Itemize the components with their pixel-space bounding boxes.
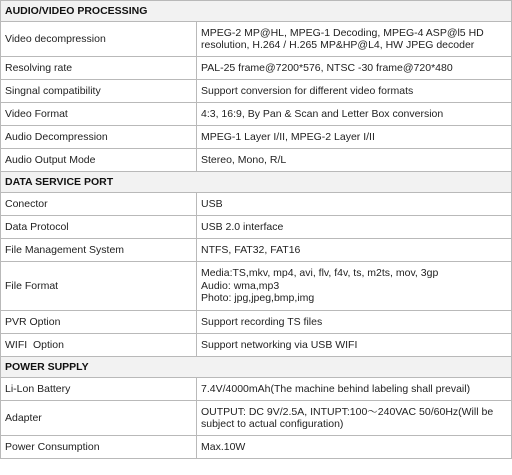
section-header-data-service-port: [1, 172, 512, 193]
spec-row-file-format: [1, 262, 512, 311]
spec-value: 7.4V/4000mAh(The machine behind labeling shall prevail): [197, 378, 512, 401]
spec-row-connector: [1, 193, 512, 216]
spec-value: Stereo, Mono, R/L: [197, 149, 512, 172]
spec-value-line: Photo: jpg,jpeg,bmp,img: [201, 292, 315, 305]
spec-value: Support conversion for different video formats: [197, 80, 512, 103]
spec-row-power-consumption: [1, 436, 512, 459]
section-header-audio-video: [1, 1, 512, 22]
spec-label: Adapter: [1, 401, 197, 436]
spec-label: Data Protocol: [1, 216, 197, 239]
spec-label: Audio Decompression: [1, 126, 197, 149]
spec-value: Max.10W: [197, 436, 512, 459]
spec-value: [197, 22, 512, 57]
spec-label: File Management System: [1, 239, 197, 262]
spec-label: Singnal compatibility: [1, 80, 197, 103]
spec-value-line: resolution, H.264 / H.265 MP&HP@L4, HW JPEG decoder: [201, 39, 475, 51]
section-header-power-supply: [1, 357, 512, 378]
spec-value-line: MPEG-2 MP@HL, MPEG-1 Decoding, MPEG-4 ASP@l5 HD: [201, 26, 484, 39]
spec-label: File Format: [1, 262, 197, 311]
spec-value-line: OUTPUT: DC 9V/2.5A, INTUPT:100～240VAC 50/60Hz(Will be: [201, 405, 494, 418]
section-title: AUDIO/VIDEO PROCESSING: [1, 1, 512, 22]
spec-row-file-management-system: [1, 239, 512, 262]
spec-value: USB 2.0 interface: [197, 216, 512, 239]
spec-value-line: Media:TS,mkv, mp4, avi, flv, f4v, ts, m2ts, mov, 3gp: [201, 267, 439, 280]
spec-value: [197, 262, 512, 311]
spec-label: Video Format: [1, 103, 197, 126]
spec-row-data-protocol: [1, 216, 512, 239]
spec-label: Resolving rate: [1, 57, 197, 80]
spec-row-resolving-rate: [1, 57, 512, 80]
spec-value: [197, 401, 512, 436]
spec-label: Li-Lon Battery: [1, 378, 197, 401]
spec-label: Conector: [1, 193, 197, 216]
spec-row-signal-compatibility: [1, 80, 512, 103]
spec-label: Audio Output Mode: [1, 149, 197, 172]
spec-row-battery: [1, 378, 512, 401]
spec-row-pvr-option: [1, 311, 512, 334]
spec-value: MPEG-1 Layer I/II, MPEG-2 Layer I/II: [197, 126, 512, 149]
spec-label: Power Consumption: [1, 436, 197, 459]
spec-value-line: Audio: wma,mp3: [201, 279, 280, 292]
spec-value: NTFS, FAT32, FAT16: [197, 239, 512, 262]
spec-row-adapter: [1, 401, 512, 436]
spec-label: WIFI Option: [1, 334, 197, 357]
spec-value-line: subject to actual configuration): [201, 418, 344, 430]
spec-row-audio-output-mode: [1, 149, 512, 172]
spec-row-wifi-option: [1, 334, 512, 357]
section-title: DATA SERVICE PORT: [1, 172, 512, 193]
spec-value: Support recording TS files: [197, 311, 512, 334]
spec-value: PAL-25 frame@7200*576, NTSC -30 frame@720*480: [197, 57, 512, 80]
spec-value: USB: [197, 193, 512, 216]
spec-row-video-decompression: [1, 22, 512, 57]
spec-label: PVR Option: [1, 311, 197, 334]
spec-value: 4:3, 16:9, By Pan & Scan and Letter Box conversion: [197, 103, 512, 126]
spec-label: Video decompression: [1, 22, 197, 57]
spec-row-video-format: [1, 103, 512, 126]
spec-value: Support networking via USB WIFI: [197, 334, 512, 357]
spec-row-audio-decompression: [1, 126, 512, 149]
section-title: POWER SUPPLY: [1, 357, 512, 378]
